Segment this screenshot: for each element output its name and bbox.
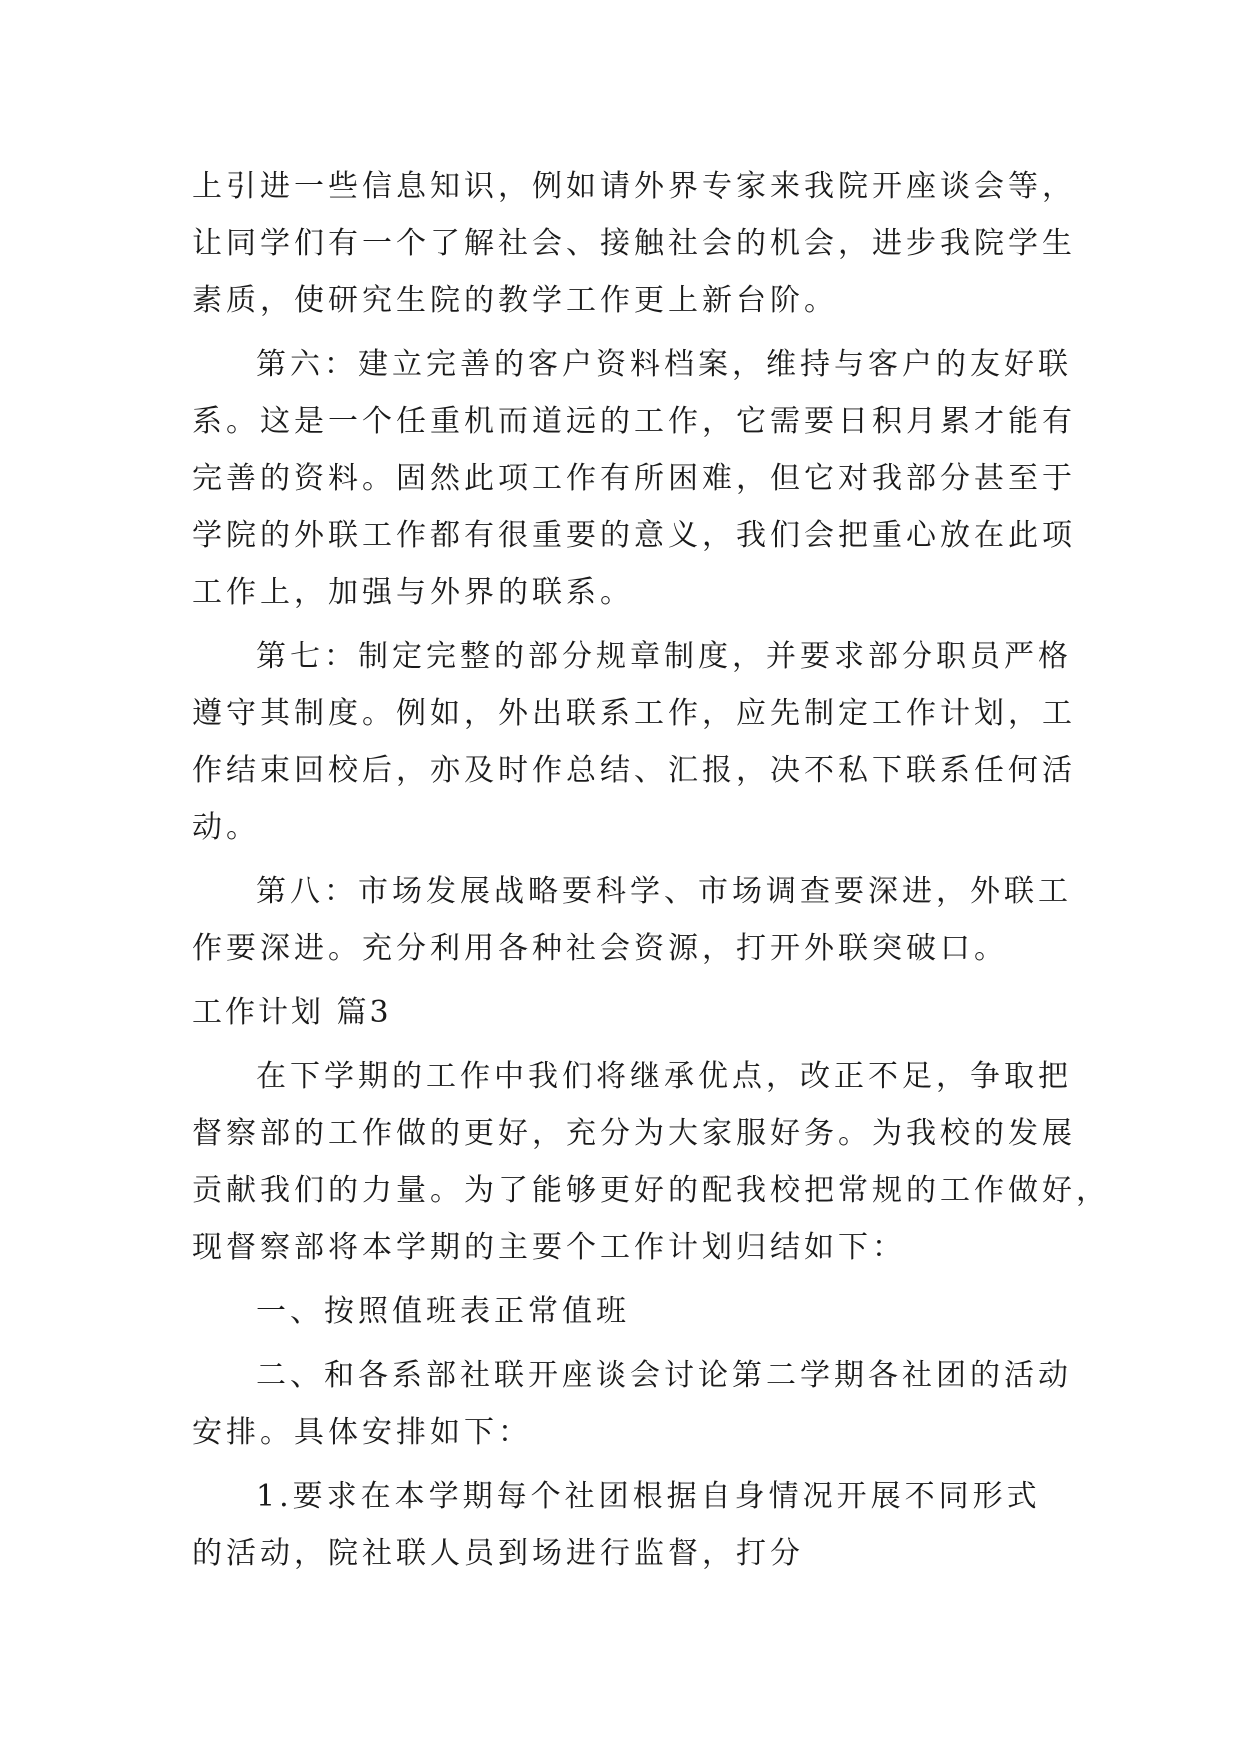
text-line: 学院的外联工作都有很重要的意义，我们会把重心放在此项 bbox=[192, 518, 1076, 553]
text-line: 1.要求在本学期每个社团根据自身情况开展不同形式 bbox=[256, 1479, 1041, 1514]
text-line: 第六：建立完善的客户资料档案，维持与客户的友好联 bbox=[256, 347, 1072, 382]
paragraph-list-1 bbox=[192, 1283, 1052, 1340]
text-line: 动。 bbox=[192, 810, 260, 845]
text-line: 现督察部将本学期的主要个工作计划归结如下： bbox=[192, 1230, 906, 1265]
text-line: 一、按照值班表正常值班 bbox=[256, 1294, 630, 1329]
paragraph-continuation bbox=[192, 158, 1076, 329]
text-line: 作结束回校后，亦及时作总结、汇报，决不私下联系任何活 bbox=[192, 753, 1076, 788]
section-heading bbox=[192, 984, 1052, 1041]
text-line: 素质，使研究生院的教学工作更上新台阶。 bbox=[192, 283, 838, 318]
paragraph-sublist-1 bbox=[192, 1468, 1052, 1582]
text-line: 系。这是一个任重机而道远的工作，它需要日积月累才能有 bbox=[192, 404, 1076, 439]
text-line: 遵守其制度。例如，外出联系工作，应先制定工作计划，工 bbox=[192, 696, 1076, 731]
text-line: 第七：制定完整的部分规章制度，并要求部分职员严格 bbox=[256, 639, 1072, 674]
text-line: 第八：市场发展战略要科学、市场调查要深进，外联工 bbox=[256, 874, 1072, 909]
paragraph-item-8 bbox=[192, 863, 1072, 977]
text-line: 在下学期的工作中我们将继承优点，改正不足，争取把 bbox=[256, 1059, 1072, 1094]
paragraph-list-2 bbox=[192, 1347, 1072, 1461]
paragraph-item-7 bbox=[192, 628, 1076, 856]
text-line: 工作计划 篇3 bbox=[192, 995, 392, 1030]
text-line: 二、和各系部社联开座谈会讨论第二学期各社团的活动 bbox=[256, 1358, 1072, 1393]
text-line: 贡献我们的力量。为了能够更好的配我校把常规的工作做好， bbox=[192, 1173, 1110, 1208]
text-line: 让同学们有一个了解社会、接触社会的机会，进步我院学生 bbox=[192, 226, 1076, 261]
text-line: 完善的资料。固然此项工作有所困难，但它对我部分甚至于 bbox=[192, 461, 1076, 496]
document-body bbox=[192, 158, 1110, 1582]
text-line: 的活动，院社联人员到场进行监督，打分 bbox=[192, 1536, 804, 1571]
paragraph-item-6 bbox=[192, 336, 1076, 621]
text-line: 工作上，加强与外界的联系。 bbox=[192, 575, 634, 610]
paragraph-intro bbox=[192, 1048, 1110, 1276]
text-line: 督察部的工作做的更好，充分为大家服好务。为我校的发展 bbox=[192, 1116, 1076, 1151]
text-line: 安排。具体安排如下： bbox=[192, 1415, 532, 1450]
text-line: 上引进一些信息知识，例如请外界专家来我院开座谈会等， bbox=[192, 169, 1076, 204]
text-line: 作要深进。充分利用各种社会资源，打开外联突破口。 bbox=[192, 931, 1008, 966]
